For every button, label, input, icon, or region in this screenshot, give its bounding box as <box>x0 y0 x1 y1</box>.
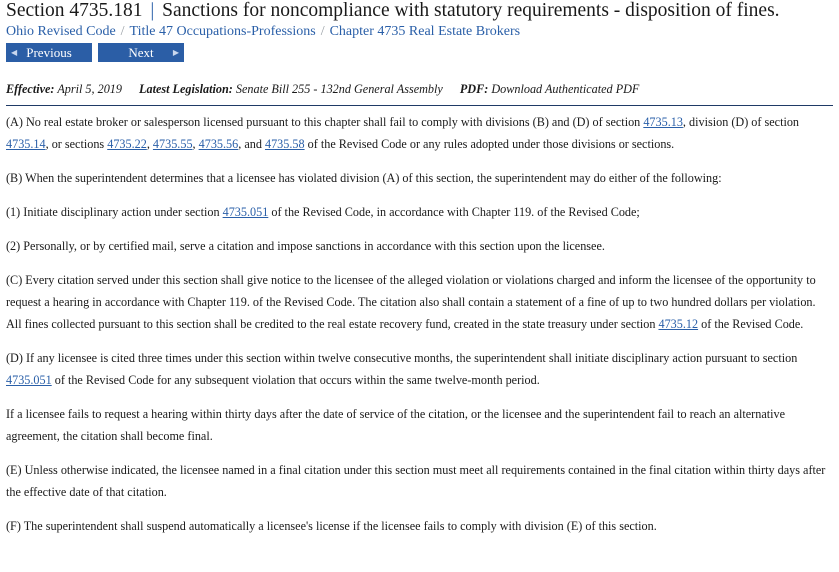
section-link-4735-051[interactable]: 4735.051 <box>6 373 52 387</box>
pdf-download <box>460 82 640 96</box>
paragraph-b: (B) When the superintendent determines that a licensee has violated division (A) of this section, the superintendent may do either of the following: <box>6 171 722 185</box>
legislation-value: Senate Bill 255 - 132nd General Assembly <box>235 82 443 96</box>
text: , or sections <box>45 137 108 151</box>
title-separator: | <box>150 0 155 21</box>
text: , <box>146 137 153 151</box>
section-link-4735-58[interactable]: 4735.58 <box>264 137 305 151</box>
effective-date <box>6 82 122 96</box>
next-arrow-icon: ▶ <box>172 48 179 57</box>
text: (D) If any licensee is cited three times under this section within twelve consecutive months, the superintendent shall initiate disciplinary action pursuant to section <box>6 351 798 365</box>
text: of the Revised Code for any subsequent violation that occurs within the same twelve-month period. <box>51 373 540 387</box>
breadcrumb-link-title[interactable]: Title 47 Occupations-Professions <box>129 24 316 39</box>
previous-button[interactable] <box>6 43 92 62</box>
text: of the Revised Code. <box>698 317 804 331</box>
paragraph-b1 <box>6 201 833 223</box>
page-content <box>6 0 833 537</box>
previous-button-label: Previous <box>26 44 72 60</box>
next-button[interactable] <box>98 43 184 62</box>
breadcrumb-link-chapter[interactable]: Chapter 4735 Real Estate Brokers <box>329 24 521 39</box>
section-link-4735-55[interactable]: 4735.55 <box>152 137 193 151</box>
section-number: Section 4735.181 <box>6 0 143 21</box>
section-link-4735-12[interactable]: 4735.12 <box>658 317 699 331</box>
paragraph-a <box>6 111 833 155</box>
paragraph-e: (E) Unless otherwise indicated, the licensee named in a final citation under this section must meet all requirements contained in the final citation within thirty days after the effective date of that citation. <box>6 463 826 499</box>
section-link-4735-56[interactable]: 4735.56 <box>198 137 239 151</box>
section-link-4735-13[interactable]: 4735.13 <box>643 115 683 129</box>
legislation-label: Latest Legislation: <box>139 82 233 96</box>
header-divider <box>6 105 833 106</box>
text: (1) Initiate disciplinary action under section <box>6 205 223 219</box>
section-navigation <box>6 43 833 62</box>
effective-label: Effective: <box>6 82 55 96</box>
page-title <box>6 0 833 22</box>
paragraph-final-citation: If a licensee fails to request a hearing within thirty days after the date of service of the citation, or the licensee and the superintendent fail to reach an alternative agreement, the citation shall become final. <box>6 407 786 443</box>
section-body <box>6 111 833 537</box>
paragraph-b2: (2) Personally, or by certified mail, serve a citation and impose sanctions in accordance with this section upon the licensee. <box>6 239 605 253</box>
pdf-download-link[interactable]: Download Authenticated PDF <box>491 82 640 96</box>
text: , <box>192 137 199 151</box>
section-title: Sanctions for noncompliance with statutory requirements - disposition of fines. <box>162 0 780 21</box>
breadcrumb-separator: / <box>120 24 125 39</box>
breadcrumb-link-code[interactable]: Ohio Revised Code <box>6 24 116 39</box>
text: , and <box>238 137 265 151</box>
paragraph-f: (F) The superintendent shall suspend automatically a licensee's license if the licensee fails to comply with division (E) of this section. <box>6 519 657 533</box>
effective-value: April 5, 2019 <box>57 82 122 96</box>
text: (A) No real estate broker or salesperson licensed pursuant to this chapter shall fail to comply with divisions (B) and (D) of section <box>6 115 644 129</box>
text: (C) Every citation served under this section shall give notice to the licensee of the alleged violation or violations charged and inform the licensee of the opportunity to request a hearing in accordance with Chapter 119. of the Revised Code. The citation also shall contain a statement of a fine of up to two hundred dollars per violation. All fines collected pursuant to this section shall be credited to the real estate recovery fund, created in the state treasury under section <box>6 273 816 331</box>
previous-arrow-icon: ◀ <box>11 48 18 57</box>
text: , division (D) of section <box>682 115 800 129</box>
section-link-4735-14[interactable]: 4735.14 <box>6 137 46 151</box>
section-link-4735-051[interactable]: 4735.051 <box>222 205 269 219</box>
breadcrumb <box>6 23 833 40</box>
pdf-label: PDF: <box>459 82 489 96</box>
breadcrumb-separator: / <box>320 24 325 39</box>
text: of the Revised Code, in accordance with Chapter 119. of the Revised Code; <box>268 205 640 219</box>
next-button-label: Next <box>128 44 154 60</box>
text: of the Revised Code or any rules adopted under those divisions or sections. <box>304 137 675 151</box>
latest-legislation <box>139 82 443 96</box>
section-metadata <box>6 81 833 98</box>
paragraph-c <box>6 269 833 335</box>
paragraph-d <box>6 347 833 391</box>
section-link-4735-22[interactable]: 4735.22 <box>107 137 147 151</box>
